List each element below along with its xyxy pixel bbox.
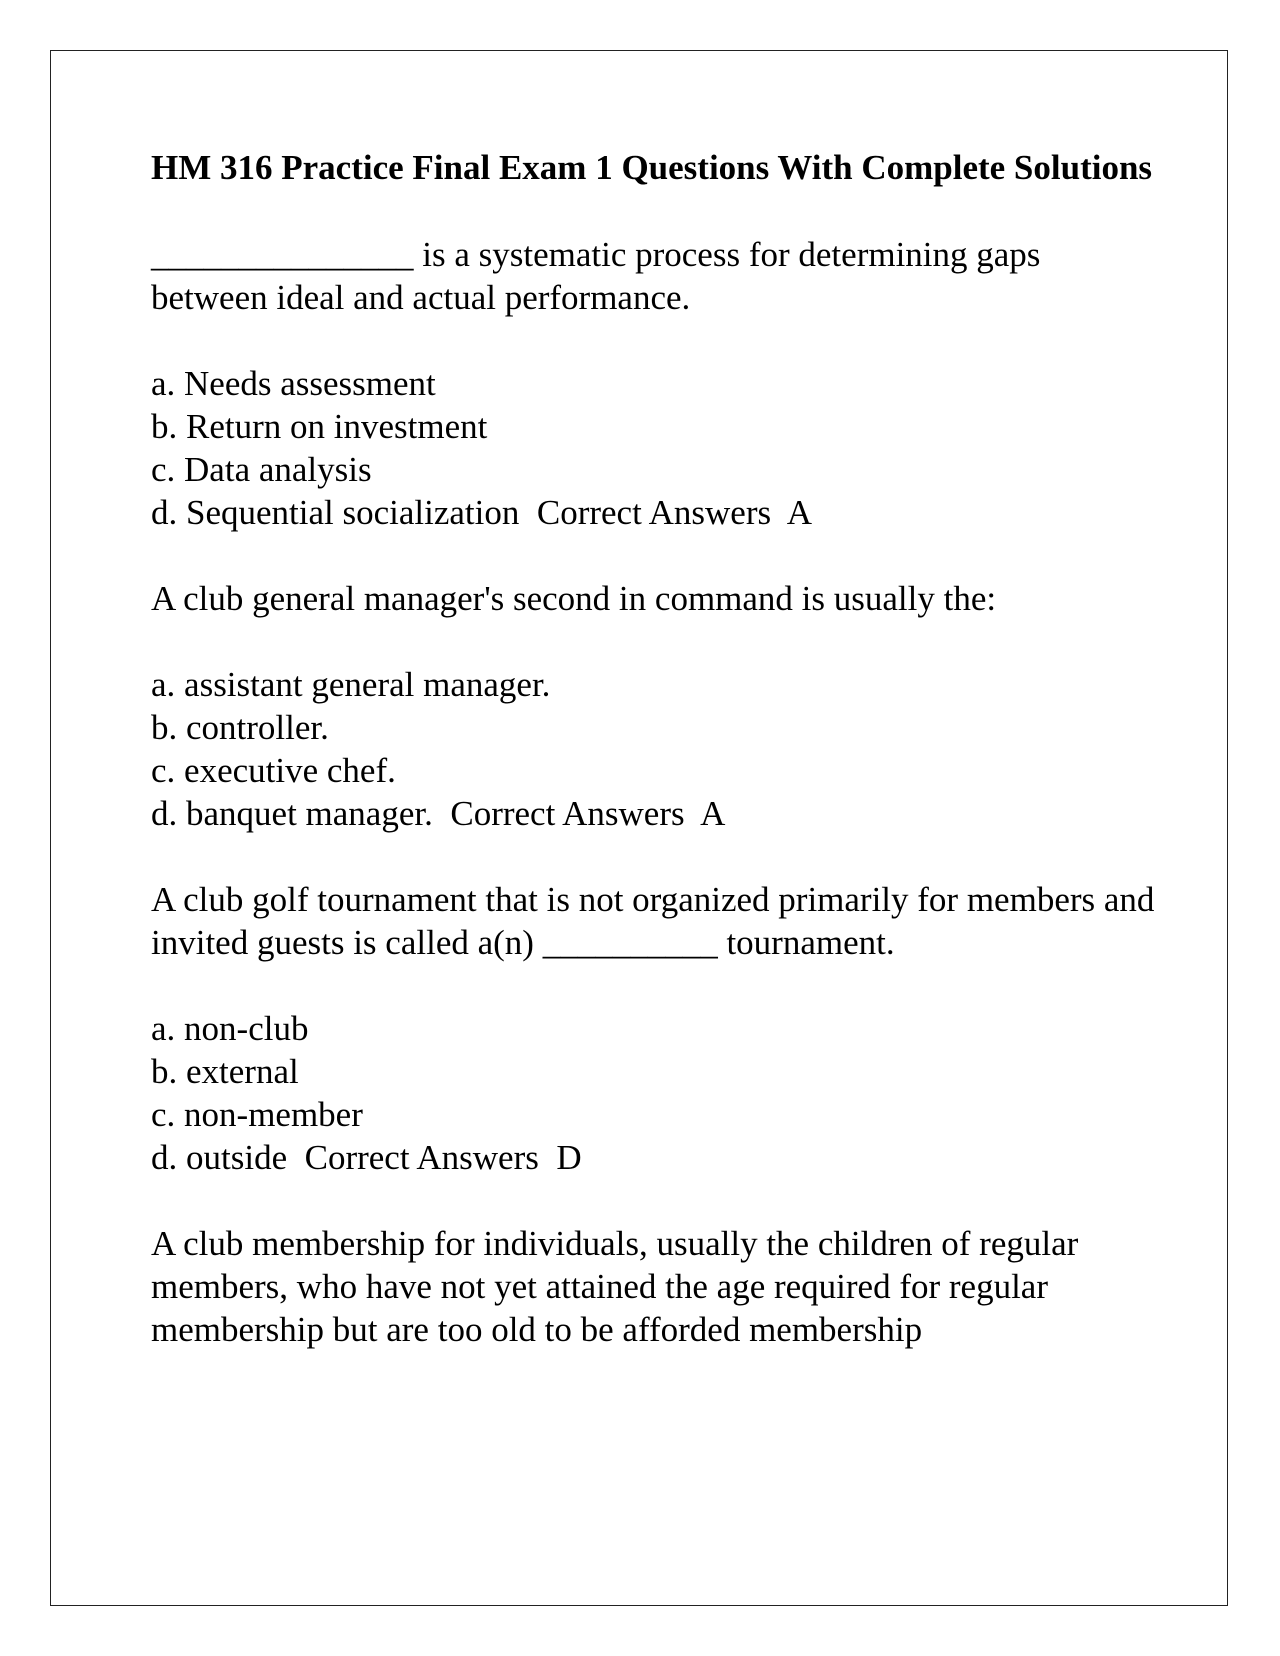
answer-option: b. controller. [151, 708, 329, 747]
answer-option: a. assistant general manager. [151, 665, 551, 704]
answer-option: b. external [151, 1052, 299, 1091]
question-prompt: A club golf tournament that is not organized primarily for members and invited guests is called a(n) __________ tournament. [151, 880, 1155, 962]
answer-option: c. executive chef. [151, 751, 396, 790]
question-block-2 [151, 577, 1161, 835]
question-prompt: A club membership for individuals, usually the children of regular members, who have not yet attained the age required for regular membership but are too old to be afforded membership [151, 1224, 1079, 1349]
answer-option: a. Needs assessment [151, 364, 436, 403]
question-prompt: _______________ is a systematic process for determining gaps between ideal and actual performance. [151, 235, 1041, 317]
answer-options [151, 362, 1161, 534]
document-body [151, 146, 1161, 1351]
question-prompt: A club general manager's second in command is usually the: [151, 579, 997, 618]
document-title: HM 316 Practice Final Exam 1 Questions With Complete Solutions [151, 148, 1153, 187]
answer-option: d. outside Correct Answers D [151, 1138, 582, 1177]
answer-option: d. Sequential socialization Correct Answers A [151, 493, 812, 532]
answer-options [151, 663, 1161, 835]
answer-option: a. non-club [151, 1009, 309, 1048]
answer-option: c. Data analysis [151, 450, 372, 489]
answer-option: b. Return on investment [151, 407, 488, 446]
question-block-1 [151, 233, 1161, 534]
answer-options [151, 1007, 1161, 1179]
answer-option: c. non-member [151, 1095, 363, 1134]
answer-option: d. banquet manager. Correct Answers A [151, 794, 726, 833]
question-block-4 [151, 1222, 1161, 1351]
question-block-3 [151, 878, 1161, 1179]
